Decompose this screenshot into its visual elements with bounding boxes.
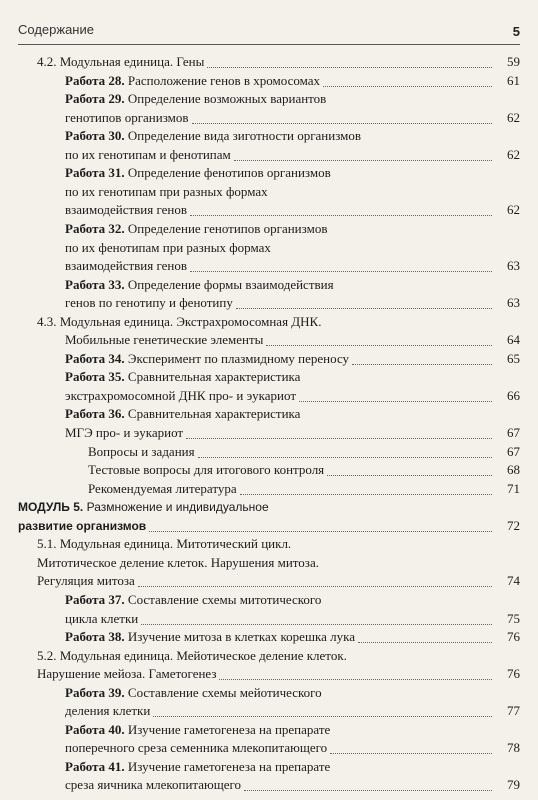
toc-entry-page: 75: [507, 610, 520, 626]
leader-dots: [358, 628, 492, 643]
toc-entry-page: 63: [507, 258, 520, 274]
toc-entry-label: Работа 39.: [65, 684, 125, 700]
leader-dots: [153, 702, 492, 717]
toc-entry-text: [65, 127, 361, 145]
toc-entry: [0, 665, 520, 683]
toc-entry-title: Изучение митоза в клетках корешка лука: [124, 629, 355, 645]
leader-dots: [138, 572, 492, 587]
page-number: 5: [512, 24, 520, 39]
toc-entry-title: МГЭ про- и эукариот: [65, 425, 184, 440]
toc-entry-text: [18, 498, 269, 516]
toc-entry-text: [65, 628, 355, 646]
toc-entry: [0, 276, 520, 294]
toc-entry-text: [65, 739, 327, 757]
toc-entry-label: развитие организмов: [18, 518, 147, 533]
toc-entry-text: [88, 443, 195, 461]
toc-entry-text: [88, 461, 324, 479]
toc-entry-label: Работа 33.: [65, 276, 125, 292]
toc-entry-title: генов по генотипу и фенотипу: [65, 295, 233, 311]
toc-entry-text: [65, 610, 138, 628]
toc-entry-label: МОДУЛЬ 5.: [18, 500, 84, 515]
leader-dots: [207, 53, 492, 68]
toc-entry-text: [65, 776, 241, 794]
leader-dots: [323, 72, 492, 87]
toc-entry: [0, 127, 520, 145]
toc-entry-text: [65, 424, 183, 442]
toc-entry-title: Сравнительная характеристика: [124, 369, 301, 385]
toc-entry: [0, 387, 520, 405]
toc-entry: [0, 628, 520, 646]
toc-entry: [0, 220, 520, 238]
toc-entry: [0, 702, 520, 720]
toc-entry-title: взаимодействия генов: [65, 202, 187, 218]
toc-entry-text: [18, 517, 146, 535]
toc-entry-title: по их генотипам и фенотипам: [65, 146, 231, 162]
toc-entry-label: Работа 28.: [65, 72, 125, 88]
toc-entry: [0, 461, 520, 479]
toc-entry-title: Составление схемы мейотического: [124, 684, 322, 700]
toc-entry-title: Определение генотипов организмов: [124, 220, 328, 236]
toc-entry: [0, 109, 520, 127]
toc-entry-page: 62: [507, 202, 520, 218]
toc-entry-text: [37, 647, 347, 665]
toc-entry-text: [65, 702, 150, 720]
toc-entry-title: по их генотипам при разных формах: [65, 183, 268, 199]
toc-entry-label: Работа 38.: [65, 629, 125, 645]
toc-entry: [0, 572, 520, 590]
toc-entry-text: [37, 665, 216, 683]
leader-dots: [244, 776, 492, 791]
toc-entry-title: 4.2. Модульная единица. Гены: [37, 54, 205, 69]
toc-entry-page: 59: [507, 54, 520, 69]
toc-entry-label: Работа 37.: [65, 591, 125, 607]
leader-dots: [330, 739, 492, 754]
toc-entry-title: деления клетки: [65, 703, 151, 719]
toc-entry-text: [37, 535, 291, 553]
toc-entry-text: [65, 294, 233, 312]
toc-entry-title: Расположение генов в хромосомах: [124, 72, 321, 88]
toc-entry: [0, 517, 520, 535]
toc-entry-title: Митотическое деление клеток. Нарушения митоза.: [37, 554, 319, 570]
toc-entry: [0, 443, 520, 461]
toc-entry-text: [65, 276, 334, 294]
toc-entry-title: Определение вида зиготности организмов: [124, 128, 362, 144]
toc-entry-label: Работа 30.: [65, 128, 125, 144]
toc-entry: [0, 239, 520, 257]
toc-entry-label: Работа 32.: [65, 220, 125, 236]
toc-entry-page: 74: [507, 573, 520, 589]
toc-entry-page: 62: [507, 109, 520, 125]
toc-entry-text: [65, 331, 263, 349]
toc-entry-page: 77: [507, 703, 520, 719]
toc-entry-text: [65, 591, 321, 609]
toc-entry-label: Работа 40.: [65, 721, 125, 737]
toc-entry-title: по их фенотипам при разных формах: [65, 239, 271, 255]
toc-entry: [0, 90, 520, 108]
toc-entry: [0, 53, 520, 71]
leader-dots: [234, 146, 492, 161]
toc-entry: [0, 535, 520, 553]
toc-entry-title: Сравнительная характеристика: [124, 406, 301, 422]
leader-dots: [236, 294, 492, 309]
toc-entry: [0, 591, 520, 609]
toc-entry-text: [65, 164, 331, 182]
toc-entry-title: Размножение и индивидуальное: [83, 500, 269, 515]
toc-entry-title: Вопросы и задания: [88, 443, 195, 459]
toc-entry-text: [65, 183, 268, 201]
toc-entry-page: 78: [507, 740, 520, 756]
toc-entry-title: Изучение гаметогенеза на препарате: [124, 721, 331, 737]
toc-entry-text: [65, 239, 271, 257]
toc-entry: [0, 721, 520, 739]
toc-entry: [0, 146, 520, 164]
toc-entry: [0, 313, 520, 331]
toc-entry: [0, 647, 520, 665]
toc-entry: [0, 350, 520, 368]
toc-entry-page: 71: [507, 480, 520, 496]
toc-entry: [0, 405, 520, 423]
toc-entry-title: Определение фенотипов организмов: [124, 165, 331, 181]
toc-entry-label: Работа 29.: [65, 91, 125, 107]
toc-entry: [0, 424, 520, 442]
toc-entry-label: Работа 34.: [65, 350, 125, 366]
toc-entry-page: 65: [507, 350, 520, 366]
leader-dots: [240, 480, 492, 495]
toc-entry-title: Тестовые вопросы для итогового контроля: [88, 462, 325, 478]
toc-entry-title: Определение формы взаимодействия: [124, 276, 334, 292]
toc-entry-text: [65, 146, 231, 164]
toc-entry-page: 76: [507, 666, 520, 682]
toc-entry-text: [65, 387, 296, 405]
toc-entry-title: Мобильные генетические элементы: [65, 332, 264, 348]
toc-entry-page: 63: [507, 295, 520, 311]
toc-entry-text: [65, 405, 300, 423]
leader-dots: [190, 257, 492, 272]
toc-entry: [0, 257, 520, 275]
toc-entry-page: 66: [507, 387, 520, 403]
section-title: Содержание: [18, 22, 94, 37]
toc-entry-title: 5.2. Модульная единица. Мейотическое деление клеток.: [37, 647, 347, 663]
toc-entry-page: 67: [507, 425, 520, 440]
toc-entry-title: взаимодействия генов: [65, 258, 187, 274]
leader-dots: [141, 610, 492, 625]
toc-entry-title: 4.3. Модульная единица. Экстрахромосомная ДНК.: [37, 313, 322, 329]
toc-entry: [0, 776, 520, 794]
toc-entry-title: Определение возможных вариантов: [124, 91, 327, 107]
toc-entry: [0, 294, 520, 312]
toc-entry: [0, 554, 520, 572]
toc-entry-text: [65, 684, 322, 702]
leader-dots: [186, 424, 492, 439]
toc-entry: [0, 498, 520, 516]
toc-entry-text: [65, 350, 349, 368]
toc-entry-text: [37, 572, 135, 590]
toc-entry-text: [37, 313, 321, 331]
toc-entry-label: Работа 36.: [65, 406, 125, 422]
toc-entry-text: [65, 257, 187, 275]
toc-entry-text: [65, 72, 320, 90]
leader-dots: [149, 517, 492, 532]
toc-entry-title: 5.1. Модульная единица. Митотический цикл.: [37, 536, 292, 552]
toc-entry-text: [65, 220, 327, 238]
toc-entry-page: 79: [507, 777, 520, 793]
toc-entry: [0, 331, 520, 349]
toc-entry-page: 61: [507, 72, 520, 88]
toc-entry: [0, 758, 520, 776]
toc-entry-label: Работа 41.: [65, 758, 125, 774]
toc-entry-page: 72: [507, 517, 520, 533]
toc-entry-label: Работа 31.: [65, 165, 125, 181]
toc-entry-title: Эксперимент по плазмидному переносу: [124, 350, 350, 366]
toc-entry: [0, 739, 520, 757]
leader-dots: [266, 331, 492, 346]
toc-entry-title: среза яичника млекопитающего: [65, 777, 242, 793]
toc-entry-page: 76: [507, 629, 520, 645]
leader-dots: [327, 461, 492, 476]
toc-entry-title: цикла клетки: [65, 610, 139, 626]
toc-entry: [0, 610, 520, 628]
toc-entry-text: [37, 554, 319, 572]
toc-entry-title: Нарушение мейоза. Гаметогенез: [37, 666, 217, 682]
toc-entry-title: экстрахромосомной ДНК про- и эукариот: [65, 387, 297, 403]
toc-entry-text: [65, 721, 330, 739]
toc-entry-page: 64: [507, 332, 520, 348]
toc-entry-text: [65, 109, 189, 127]
leader-dots: [190, 201, 492, 216]
toc-entry: [0, 183, 520, 201]
toc-entry-text: [65, 90, 326, 108]
toc-entry: [0, 368, 520, 386]
toc-entry-page: 67: [507, 443, 520, 459]
toc-entry-page: 62: [507, 146, 520, 162]
leader-dots: [352, 350, 492, 365]
toc-entry: [0, 201, 520, 219]
toc-entry-title: Регуляция митоза: [37, 573, 135, 589]
toc-entry-title: поперечного среза семенника млекопитающего: [65, 740, 328, 756]
toc-entry-title: Изучение гаметогенеза на препарате: [124, 758, 331, 774]
toc-entry-text: [65, 368, 300, 386]
toc-entry: [0, 480, 520, 498]
leader-dots: [299, 387, 492, 402]
toc-entry: [0, 684, 520, 702]
toc-entry-text: [65, 758, 330, 776]
leader-dots: [219, 665, 492, 680]
toc-entry-title: Рекомендуемая литература: [88, 480, 237, 496]
toc-entry-label: Работа 35.: [65, 369, 125, 385]
toc-entry-title: Составление схемы митотического: [124, 591, 322, 607]
toc-entry-text: [37, 53, 204, 71]
toc-entry-title: генотипов организмов: [65, 109, 189, 125]
toc-entry-page: 68: [507, 462, 520, 478]
toc-entry-text: [65, 201, 187, 219]
toc-entry: [0, 72, 520, 90]
toc-entry-text: [88, 480, 237, 498]
leader-dots: [198, 443, 492, 458]
toc-entry: [0, 164, 520, 182]
leader-dots: [192, 109, 492, 124]
